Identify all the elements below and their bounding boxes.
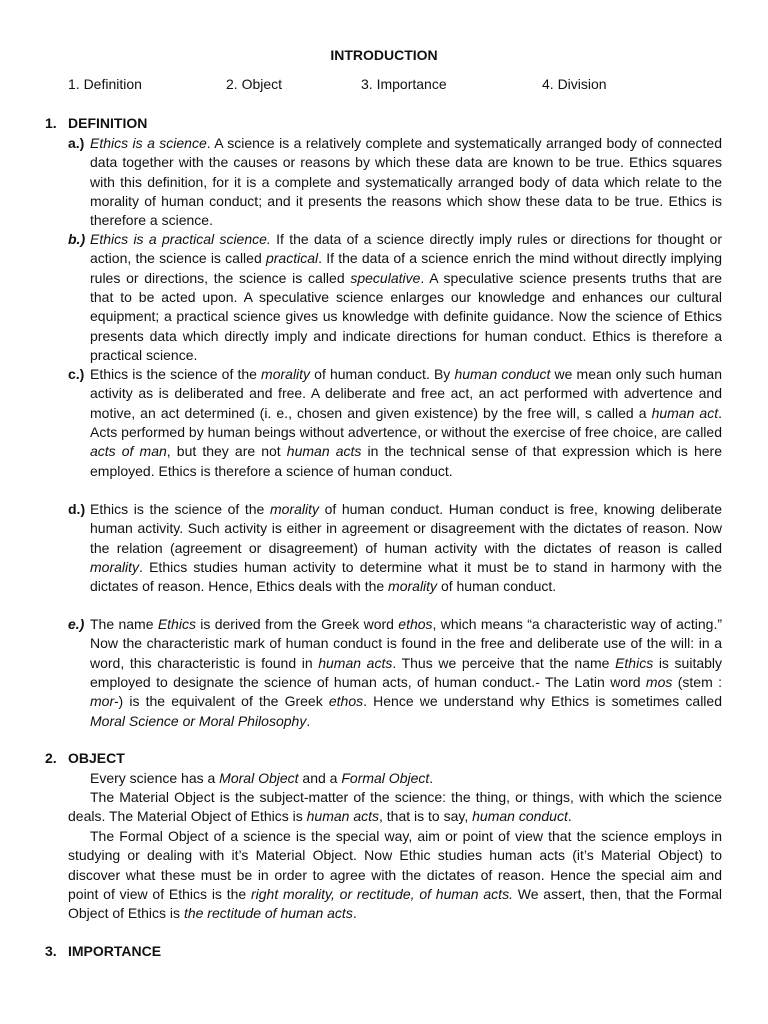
item-label: b.) (68, 231, 86, 247)
section-heading-definition (45, 115, 147, 131)
item-label: e.) (68, 616, 85, 632)
item-label: a.) (68, 135, 85, 151)
object-paragraph-1: Every science has a Moral Object and a Formal Object. (90, 770, 434, 786)
page-title: INTRODUCTION (330, 47, 438, 63)
item-text: Ethics is a practical science. If the data of a science directly imply rules or directions for thought or action, the science is called practical. If the data of a science enrich the mind without directly implying rules or directions, the science is called speculative. A speculative science presents truths that are that to be acted upon. A speculative science enlarges our knowledge and enhances our cultural equipment; a practical science gives us knowledge with definite guidance. Now the science of Ethics presents data which directly imply and indicate directions for human conduct. Ethics is therefore a practical science. (90, 231, 722, 364)
toc-item-division: 4. Division (542, 76, 607, 92)
item-label: c.) (68, 366, 85, 382)
object-paragraph-3: The Formal Object of a science is the special way, aim or point of view that the science employs in studying or dealing with it’s Material Object. Now Ethic studies human acts (it’s Material Object) to discover what these must be in order to agree with the dictates of reason. Hence the special aim and point of view of Ethics is the right morality, or rectitude, of human acts. We assert, then, that the Formal Object of Ethics is the rectitude of human acts. (68, 828, 723, 922)
item-text: Ethics is the science of the morality of human conduct. Human conduct is free, knowing deliberate human activity. Such activity is either in agreement or disagreement with the dictates of reason. Now the relation (agreement or disagreement) of human activity with the dictates of reason is called morality. Ethics studies human activity to determine what it must be to stand in harmony with the dictates of reason. Hence, Ethics deals with the morality of human conduct. (90, 501, 722, 595)
object-paragraph-2: The Material Object is the subject-matter of the science: the thing, or things, with which the science deals. The Material Object of Ethics is human acts, that is to say, human conduct. (68, 789, 722, 825)
item-text: The name Ethics is derived from the Greek word ethos, which means “a characteristic way of acting.” Now the characteristic mark of human conduct is found in the free and deliberate use of the will: in a word, this characteristic is found in human acts. Thus we perceive that the name Ethics is suitably employed to designate the science of human acts, of human conduct.- The Latin word mos (stem : mor-) is the equivalent of the Greek ethos. Hence we understand why Ethics is sometimes called Moral Science or Moral Philosophy. (90, 616, 723, 729)
definition-item-d (68, 500, 722, 597)
table-of-contents (68, 76, 688, 96)
definition-item-e (68, 615, 722, 731)
section-heading-importance (45, 943, 161, 959)
section-title: IMPORTANCE (68, 943, 162, 959)
toc-item-object: 2. Object (226, 76, 283, 92)
definition-item-b (68, 230, 722, 365)
section-heading-object (45, 750, 125, 766)
item-label: d.) (68, 501, 86, 517)
section-number: 1. (45, 115, 57, 131)
section-number: 3. (45, 943, 57, 959)
section-title: OBJECT (68, 750, 125, 766)
section-title: DEFINITION (68, 115, 148, 131)
definition-item-c (68, 365, 722, 481)
item-text: Ethics is a science. A science is a relatively complete and systematically arranged body of connected data together with the causes or reasons by which these data are known to be true. Ethics squares with this definition, for it is a complete and systematically arranged body of data which relate to the morality of human conduct; and it presents the reasons which show these data to be true. Ethics is therefore a science. (90, 135, 722, 229)
toc-item-definition: 1. Definition (68, 76, 142, 92)
definition-item-a (68, 134, 722, 231)
toc-item-importance: 3. Importance (361, 76, 447, 92)
item-text: Ethics is the science of the morality of human conduct. By human conduct we mean only such human activity as is deliberated and free. A deliberate and free act, an act performed with advertence and motive, an act determined (i. e., chosen and given existence) by the free will, s called a human act. Acts performed by human beings without advertence, or without the exercise of free choice, are called acts of man, but they are not human acts in the technical sense of that expression which is here employed. Ethics is therefore a science of human conduct. (90, 366, 723, 479)
section-number: 2. (45, 750, 57, 766)
